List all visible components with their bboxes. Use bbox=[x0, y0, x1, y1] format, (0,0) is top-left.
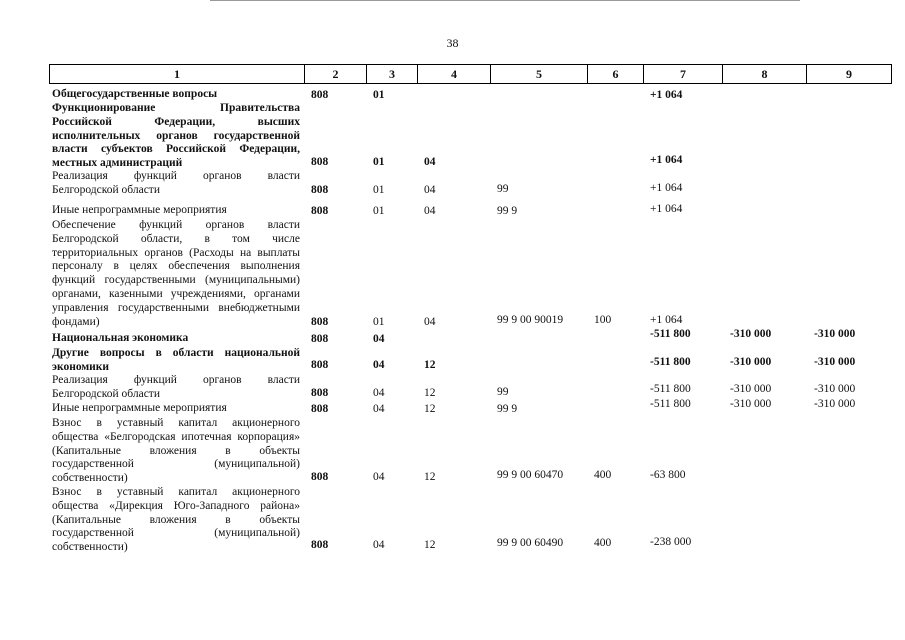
cell-col-9: -310 000 bbox=[814, 328, 856, 340]
cell-col-7: -511 800 bbox=[650, 398, 691, 410]
cell-col-5: 99 9 00 60490 bbox=[497, 537, 564, 549]
header-col-5: 5 bbox=[491, 65, 588, 84]
cell-col-9: -310 000 bbox=[814, 383, 856, 395]
header-col-4: 4 bbox=[418, 65, 491, 84]
cell-col-2: 808 bbox=[311, 403, 329, 415]
cell-col-7: +1 064 bbox=[650, 154, 683, 166]
cell-col-5: 99 bbox=[497, 386, 509, 398]
cell-col-7: -511 800 bbox=[650, 383, 691, 395]
cell-col-5: 99 9 00 60470 bbox=[497, 469, 564, 481]
cell-col-4: 04 bbox=[424, 205, 436, 217]
cell-col-2: 808 bbox=[311, 387, 329, 399]
cell-col-2: 808 bbox=[311, 539, 329, 551]
row-description: Общегосударственные вопросы bbox=[52, 88, 218, 100]
cell-col-2: 808 bbox=[311, 156, 329, 168]
cell-col-4: 12 bbox=[424, 403, 436, 415]
cell-col-4: 04 bbox=[424, 184, 436, 196]
header-col-8: 8 bbox=[723, 65, 807, 84]
cell-col-4: 12 bbox=[424, 471, 436, 483]
table-header bbox=[49, 64, 892, 84]
cell-col-4: 12 bbox=[424, 359, 436, 371]
row-description: Иные непрограммные мероприятия bbox=[52, 204, 227, 216]
cell-col-4: 12 bbox=[424, 387, 436, 399]
row-description: Взнос в уставный капитал акционерного общества «Белгородская ипотечная корпорация» (Капитальные вложения в объекты государственной (муниципальной) собственности) bbox=[52, 417, 300, 485]
cell-col-5: 99 bbox=[497, 183, 509, 195]
cell-col-3: 04 bbox=[373, 387, 385, 399]
cell-col-3: 04 bbox=[373, 471, 385, 483]
cell-col-2: 808 bbox=[311, 184, 329, 196]
cell-col-7: +1 064 bbox=[650, 89, 683, 101]
header-col-1: 1 bbox=[50, 65, 305, 84]
cell-col-7: -238 000 bbox=[650, 536, 692, 548]
cell-col-9: -310 000 bbox=[814, 356, 856, 368]
header-col-7: 7 bbox=[644, 65, 723, 84]
cell-col-7: +1 064 bbox=[650, 203, 683, 215]
row-description: Обеспечение функций органов власти Белгородской области, в том числе территориальных органов (Расходы на выплаты персоналу в целях обеспечения выполнения функций государственными (муниципальными) органами, казенными учреждениями, органами управления государственными внебюджетными фондами) bbox=[52, 219, 300, 328]
row-description: Другие вопросы в области национальной экономики bbox=[52, 347, 300, 373]
cell-col-8: -310 000 bbox=[730, 398, 772, 410]
row-description: Взнос в уставный капитал акционерного общества «Дирекция Юго-Западного района» (Капитальные вложения в объекты государственной (муниципальной) собственности) bbox=[52, 486, 300, 554]
cell-col-6: 400 bbox=[594, 469, 612, 481]
cell-col-7: -511 800 bbox=[650, 356, 691, 368]
cell-col-5: 99 9 00 90019 bbox=[497, 314, 564, 326]
row-description: Национальная экономика bbox=[52, 332, 189, 344]
header-col-3: 3 bbox=[367, 65, 418, 84]
cell-col-2: 808 bbox=[311, 89, 329, 101]
cell-col-8: -310 000 bbox=[730, 356, 772, 368]
cell-col-3: 01 bbox=[373, 184, 385, 196]
cell-col-7: -511 800 bbox=[650, 328, 691, 340]
row-description: Функционирование Правительства Российской Федерации, высших исполнительных органов государственной власти субъектов Российской Федерации, местных администраций bbox=[52, 102, 300, 170]
cell-col-5: 99 9 bbox=[497, 403, 518, 415]
cell-col-8: -310 000 bbox=[730, 328, 772, 340]
cell-col-2: 808 bbox=[311, 316, 329, 328]
cell-col-3: 01 bbox=[373, 156, 385, 168]
cell-col-7: +1 064 bbox=[650, 314, 683, 326]
cell-col-7: +1 064 bbox=[650, 182, 683, 194]
scan-top-edge bbox=[210, 0, 800, 1]
row-description: Реализация функций органов власти Белгородской области bbox=[52, 374, 300, 400]
cell-col-8: -310 000 bbox=[730, 383, 772, 395]
cell-col-6: 100 bbox=[594, 314, 612, 326]
cell-col-3: 01 bbox=[373, 89, 385, 101]
cell-col-2: 808 bbox=[311, 205, 329, 217]
cell-col-3: 01 bbox=[373, 205, 385, 217]
cell-col-5: 99 9 bbox=[497, 205, 518, 217]
cell-col-6: 400 bbox=[594, 537, 612, 549]
header-col-2: 2 bbox=[305, 65, 367, 84]
cell-col-2: 808 bbox=[311, 359, 329, 371]
row-description: Реализация функций органов власти Белгородской области bbox=[52, 170, 300, 196]
cell-col-9: -310 000 bbox=[814, 398, 856, 410]
cell-col-2: 808 bbox=[311, 333, 329, 345]
cell-col-3: 01 bbox=[373, 316, 385, 328]
row-description: Иные непрограммные мероприятия bbox=[52, 402, 227, 414]
header-col-9: 9 bbox=[807, 65, 892, 84]
cell-col-3: 04 bbox=[373, 403, 385, 415]
cell-col-4: 04 bbox=[424, 156, 436, 168]
cell-col-4: 04 bbox=[424, 316, 436, 328]
cell-col-4: 12 bbox=[424, 539, 436, 551]
cell-col-3: 04 bbox=[373, 333, 385, 345]
cell-col-3: 04 bbox=[373, 539, 385, 551]
header-col-6: 6 bbox=[588, 65, 644, 84]
cell-col-3: 04 bbox=[373, 359, 385, 371]
cell-col-7: -63 800 bbox=[650, 469, 686, 481]
cell-col-2: 808 bbox=[311, 471, 329, 483]
page-number: 38 bbox=[446, 36, 459, 50]
